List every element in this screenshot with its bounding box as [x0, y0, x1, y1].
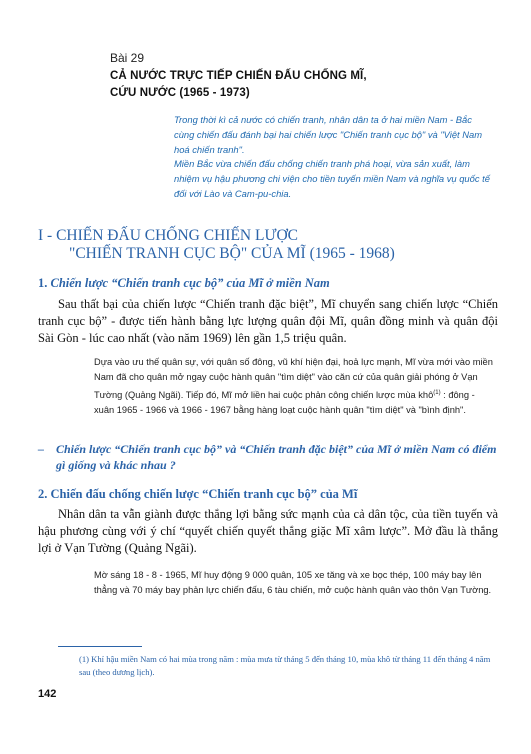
lesson-title	[110, 68, 480, 102]
note-1-text-a: Dựa vào ưu thế quân sự, với quân số đông, vũ khí hiện đại, hoả lực mạnh, Mĩ vừa mới vào miền Nam đã cho quân mở ngay cuộc hành quân "tìm diệt" vào căn cứ của quân giải phóng ở Vạn Tường (Quảng Ngãi). Tiếp đó, Mĩ mở liền hai cuộc phản công chiến lược mùa khô	[94, 357, 493, 400]
lesson-title-line2: CỨU NƯỚC (1965 - 1973)	[110, 87, 250, 99]
review-question	[38, 441, 498, 473]
subsection-2-title: Chiến đấu chống chiến lược “Chiến tranh cục bộ” của Mĩ	[50, 487, 358, 501]
body-paragraph-1-text: Sau thất bại của chiến lược “Chiến tranh đặc biệt”, Mĩ chuyển sang chiến lược “Chiến tranh cục bộ” - được tiến hành bằng lực lượng quân đội Mĩ, quân đồng minh và quân đội Sài Gòn - lúc cao nhất (vào năm 1969) lên gần 1,5 triệu quân.	[38, 297, 498, 345]
subsection-2-number: 2.	[38, 487, 48, 501]
footnote-ref: (1)	[433, 389, 441, 396]
question-dash: –	[38, 442, 44, 456]
footnote-divider	[58, 646, 142, 647]
question-text: Chiến lược “Chiến tranh cục bộ” và “Chiến tranh đặc biệt” của Mĩ ở miền Nam có điểm gì giống và khác nhau ?	[56, 442, 497, 472]
footnote: (1) Khí hậu miền Nam có hai mùa trong năm : mùa mưa từ tháng 5 đến tháng 10, mùa khô từ tháng 11 đến tháng 4 năm sau (theo dương lịch).	[79, 654, 491, 677]
section-heading	[38, 227, 498, 263]
subsection-1-title: Chiến lược “Chiến tranh cục bộ” của Mĩ ở miền Nam	[50, 276, 330, 290]
lesson-title-line1: CẢ NƯỚC TRỰC TIẾP CHIẾN ĐẤU CHỐNG MĨ,	[110, 70, 367, 82]
page-number: 142	[38, 688, 57, 700]
subsection-2-heading	[38, 487, 357, 502]
intro-paragraph-1: Trong thời kì cả nước có chiến tranh, nhân dân ta ở hai miền Nam - Bắc cùng chiến đấu đánh bại hai chiến lược "Chiến tranh cục bộ" và "Việt Nam hoá chiến tranh".	[174, 114, 483, 155]
section-heading-line1: I - CHIẾN ĐẤU CHỐNG CHIẾN LƯỢC	[38, 227, 299, 244]
note-box-2: Mờ sáng 18 - 8 - 1965, Mĩ huy động 9 000 quân, 105 xe tăng và xe bọc thép, 100 máy bay lên thẳng và 70 máy bay phản lực chiến đấu, 6 tàu chiến, mở cuộc hành quân vào thôn Vạn Tường.	[94, 570, 492, 596]
lesson-number: Bài 29	[110, 51, 145, 65]
lesson-intro	[174, 113, 494, 202]
body-paragraph-2-text: Nhân dân ta vẫn giành được thắng lợi bằng sức mạnh của cả dân tộc, của tiền tuyến và hậu phương cùng với ý chí “quyết chiến quyết thắng giặc Mĩ xâm lược”. Mở đầu là thắng lợi ở Vạn Tường (Quảng Ngãi).	[38, 507, 498, 555]
body-paragraph-2	[38, 506, 498, 557]
intro-paragraph-2: Miền Bắc vừa chiến đấu chống chiến tranh phá hoại, vừa sản xuất, làm nhiệm vụ hậu phương chi viện cho tiền tuyến miền Nam và nghĩa vụ quốc tế đối với Lào và Cam-pu-chia.	[174, 158, 490, 199]
note-box-1	[94, 355, 497, 418]
section-heading-line2: "CHIẾN TRANH CỤC BỘ" CỦA MĨ (1965 - 1968)	[69, 245, 395, 262]
subsection-1-number: 1.	[38, 276, 48, 290]
body-paragraph-1	[38, 296, 498, 347]
subsection-1-heading	[38, 276, 330, 291]
note-1-text-b: : đông - xuân 1965 - 1966 và 1966 - 1967 bằng hàng loạt cuộc hành quân "tìm diệt" và "bình định".	[94, 389, 475, 415]
